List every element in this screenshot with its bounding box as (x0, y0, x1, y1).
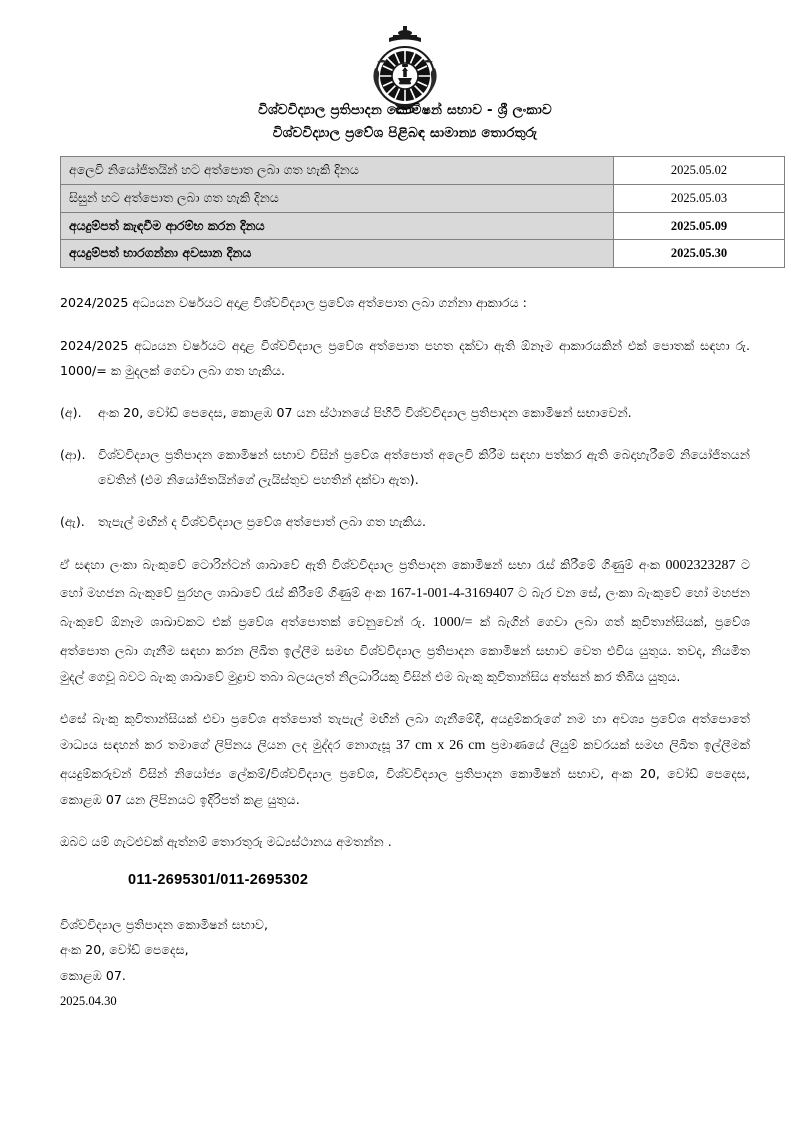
list-item (60, 400, 750, 425)
list-item (60, 509, 750, 534)
date-value: 2025.05.30 (614, 240, 785, 268)
list-item-text: තැපැල් මඟින් ද විශ්වවිද්‍යාල ප්‍රවේශ අත්පොත් ලබා ගත හැකිය. (98, 514, 426, 530)
bank-payment-paragraph (60, 552, 750, 690)
contact-phone-numbers: 011-2695301/011-2695302 (128, 871, 309, 888)
date-label: අලෙවි නියෝජිතයින් හට අත්පොත ලබා ගත හැකි දිනය (61, 156, 614, 184)
contact-paragraph: ඔබට යම් ගැටළුවක් ඇත්නම් තොරතුරු මධ්‍යස්ථානය අමතන්න . (60, 834, 392, 850)
list-marker: (අ). (60, 404, 82, 420)
document-body (60, 290, 750, 1015)
organization-title: විශ්වවිද්‍යාල ප්‍රතිපාදන කොමිෂන් සභාව - ශ්‍රී ලංකාව (258, 102, 552, 118)
document-subtitle: විශ්වවිද්‍යාල ප්‍රවේශ පිළිබඳ සාමාන්‍ය තොරතුරු (272, 124, 538, 141)
bank-text-part-3: ට බැර වන සේ, ලංකා බැංකුවේ හෝ මහජන බැංකුවේ ඕනෑම ශාඛාවකට එක් ප්‍රවේශ අත්පොතක් වෙනුවෙන් රු. (60, 585, 750, 630)
envelope-paragraph (60, 706, 750, 812)
envelope-text-part-1: එසේ බැංකු කුවිතාන්සියක් එවා ප්‍රවේශ අත්පොත් තැපැල් මඟින් ලබා ගැනීමේදී, අයදුම්කරුගේ නම හා අවශ්‍ය ප්‍රවේශ අත්පොතේ මාධ්‍යය සඳහන් කර තමාගේ ලිපිනය ලියන ලද මුද්දර නොගැසූ (60, 711, 750, 753)
list-item (60, 442, 750, 492)
intro-paragraph: 2024/2025 අධ්‍යයන වර්ෂයට අදාළ විශ්වවිද්‍යාල ප්‍රවේශ අත්පොත ලබා ගන්නා ආකාරය : (60, 295, 527, 311)
table-row (61, 184, 785, 212)
date-value: 2025.05.03 (614, 184, 785, 212)
address-city: කොළඹ 07. (60, 968, 126, 984)
document-date: 2025.04.30 (60, 994, 117, 1009)
handbook-fee: 1000/= (432, 615, 473, 631)
address-organization: විශ්වවිද්‍යාල ප්‍රතිපාදන කොමිෂන් සභාව, (60, 916, 268, 932)
emblem-container (60, 0, 750, 96)
date-label: අයදුම්පත් භාරගන්නා අවසාන දිනය (61, 240, 614, 268)
boc-account-number: 0002323287 (665, 557, 736, 573)
date-label: අයදුම්පත් කැඳවීම ආරම්භ කරන දිනය (61, 212, 614, 240)
envelope-dimensions: 37 cm x 26 cm (396, 738, 486, 754)
address-street: අංක 20, වෝඩ් පෙදෙස, (60, 942, 189, 958)
list-item-text: අංක 20, වෝඩ් පෙදෙස, කොළඹ 07 යන ස්ථානයේ පිහිටි විශ්වවිද්‍යාල ප්‍රතිපාදන කොමිෂන් සභාවෙන්. (98, 404, 632, 420)
table-row (61, 240, 785, 268)
peoples-bank-account-number: 167-1-001-4-3169407 (390, 586, 514, 602)
list-item-text: විශ්වවිද්‍යාල ප්‍රතිපාදන කොමිෂන් සභාව විසින් ප්‍රවේශ අත්පොත් අලෙවි කිරීම සඳහා පත්කර ඇති බෙදාහැරීමේ නියෝජිතයන් වෙතින් (එම නියෝජිතයින්ගේ ලැයිස්තුව පහතින් දක්වා ඇත). (98, 447, 750, 488)
list-marker: (ආ). (60, 447, 86, 463)
table-row (61, 212, 785, 240)
date-value: 2025.05.09 (614, 212, 785, 240)
key-dates-table (60, 156, 785, 269)
table-row (61, 156, 785, 184)
bank-text-part-4: ක් බැගින් ගෙවා ලබා ගත් කුවිතාන්සියක්, ප්‍රවේශ අත්පොත ලබා ගැනීම සඳහා කරන ලිඛිත ඉල්ලීම සමඟ විශ්වවිද්‍යාල ප්‍රතිපාදන කොමිෂන් සභාව වෙත එවිය යුතුය. තවද, නියමිත මුදල් ගෙවූ බවට බැංකු ශාඛාවේ මුද්‍රාව තබා බලයලත් නිලධාරියකු විසින් එම බැංකු කුවිතාන්සිය අත්සන් කර තිබිය යුතුය. (60, 614, 750, 684)
bank-text-part-2: ට හෝ මහජන බැංකුවේ පුරහල ශාඛාවේ රැස් කිරීමේ ගිණුම් අංක (60, 556, 751, 601)
date-label: සිසුන් හට අත්පොත ලබා ගත හැකි දිනය (61, 184, 614, 212)
list-marker: (ඇ). (60, 514, 85, 530)
price-paragraph: 2024/2025 අධ්‍යයන වර්ෂයට අදාළ විශ්වවිද්‍යාල ප්‍රවේශ අත්පොත පහත දක්වා ඇති ඕනෑම ආකාරයකින් එක් පොතක් සඳහා රු. 1000/= ක මුදලක් ගෙවා ලබා ගත හැකිය. (60, 337, 750, 378)
sender-address-block (60, 912, 750, 1015)
key-dates-table-body (61, 156, 785, 268)
date-value: 2025.05.02 (614, 156, 785, 184)
bank-text-part-1: ඒ සඳහා ලංකා බැංකුවේ ටොරින්ටන් ශාඛාවේ ඇති විශ්වවිද්‍යාල ප්‍රතිපාදන කොමිෂන් සභා රැස් කිරීමේ ගිණුම් අංක (60, 556, 666, 572)
envelope-text-part-2: ප්‍රමාණයේ ලියුම් කවරයක් සමඟ ලිඛිත ඉල්ලීමක් අයදුම්කරුවන් විසින් නියෝජ්‍ය ලේකම්/විශ්වවිද්‍යාල ප්‍රවේශ, විශ්වවිද්‍යාල ප්‍රතිපාදන කොමිෂන් සභාව, අංක 20, වෝඩ් පෙදෙස, කොළඹ 07 යන ලිපිනයට ඉදිරිපත් කළ යුතුය. (60, 737, 750, 807)
